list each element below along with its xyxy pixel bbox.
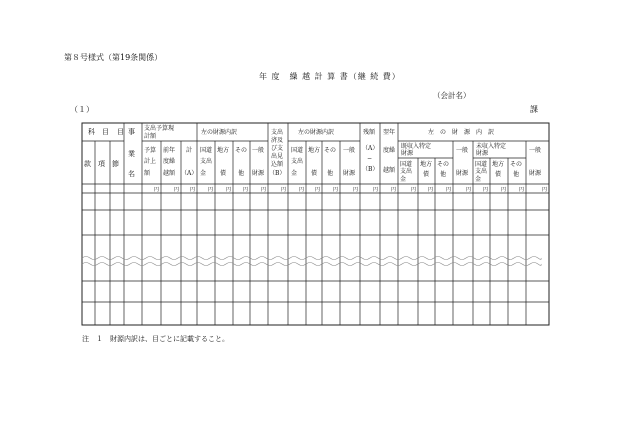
ippan3-2: 財源 <box>456 170 469 177</box>
sonota4-2: 他 <box>513 171 520 178</box>
section-number: （１） <box>70 105 94 114</box>
ippan3-1: 一般 <box>456 147 469 154</box>
header-moku: 目 <box>117 128 124 136</box>
kishuu-1: 既収入特定 <box>401 143 432 150</box>
yosan-3: 額 <box>144 170 151 177</box>
zennendo-3: 越額 <box>163 170 176 177</box>
header-keisangaku: 計額 <box>144 133 157 140</box>
chihou2-1: 地方 <box>308 147 321 154</box>
kokko2-3: 金 <box>291 170 298 177</box>
header-setsu: 節 <box>112 160 119 168</box>
chihou2-2: 債 <box>311 170 318 177</box>
ippan2-1: 一般 <box>343 147 356 154</box>
kokko2-1: 国道 <box>291 147 304 154</box>
sonota2-2: 他 <box>327 170 334 177</box>
yen-unit-6: 円 <box>261 187 267 193</box>
chihou3-2: 債 <box>423 171 430 178</box>
chihou4-1: 地方 <box>492 161 505 168</box>
yen-unit-16: 円 <box>446 187 452 193</box>
header-jigyou-mei: 業 <box>128 150 135 158</box>
zumi-5: 込額 <box>271 161 284 168</box>
ippan-2: 財源 <box>252 170 265 177</box>
sonota-2: 他 <box>238 170 245 177</box>
ippan2-2: 財源 <box>343 170 356 177</box>
yen-unit-8: 円 <box>299 187 305 193</box>
yen-unit-5: 円 <box>243 187 249 193</box>
yen-unit-21: 円 <box>542 187 548 193</box>
kokko-1: 国道 <box>200 147 213 154</box>
mishuu-2: 財源 <box>476 150 489 157</box>
kokko3-2: 支出 <box>400 168 413 175</box>
ippan-1: 一般 <box>252 147 265 154</box>
sonota2-1: その <box>324 147 337 154</box>
account-name-label: （会計名） <box>433 91 471 100</box>
chihousai-2: 債 <box>220 170 227 177</box>
yen-unit-20: 円 <box>519 187 525 193</box>
yen-unit-9: 円 <box>315 187 321 193</box>
yen-unit-17: 円 <box>466 187 472 193</box>
zennendo-1: 前年 <box>163 147 176 154</box>
yosan-1: 予算 <box>144 147 157 154</box>
yen-unit-0: 円 <box>154 187 160 193</box>
zaigen-left: 左の財源内訳 <box>201 129 238 136</box>
kei-a: （A） <box>181 170 198 177</box>
header-shishutsu-yotei: 支出予算現 <box>144 125 175 132</box>
zumi-b: （B） <box>269 170 286 177</box>
zangaku-1: 残額 <box>363 129 376 136</box>
yosan-2: 計上 <box>144 158 157 165</box>
yen-unit-18: 円 <box>483 187 489 193</box>
kokko3-1: 国道 <box>400 161 413 168</box>
yen-unit-3: 円 <box>208 187 214 193</box>
yen-unit-14: 円 <box>411 187 417 193</box>
kokko4-1: 国道 <box>475 161 488 168</box>
zennendo-2: 度繰 <box>163 158 176 165</box>
header-mei: 名 <box>128 170 135 178</box>
zumi-1: 支出 <box>271 129 284 136</box>
chihousai-1: 地方 <box>217 147 230 154</box>
zangaku-2: （A） <box>362 145 379 152</box>
kokko4-3: 金 <box>475 176 482 183</box>
yen-unit-13: 円 <box>391 187 397 193</box>
yen-unit-7: 円 <box>281 187 287 193</box>
kokko-2: 支出 <box>200 158 213 165</box>
yen-unit-row <box>154 186 547 193</box>
yen-unit-15: 円 <box>428 187 434 193</box>
chihou3-1: 地方 <box>420 161 433 168</box>
header-kan: 款 <box>84 160 91 168</box>
zumi-4: 出見 <box>271 153 284 160</box>
kokko2-2: 支出 <box>291 158 304 165</box>
chihou4-2: 債 <box>495 171 502 178</box>
header-kou: 項 <box>98 160 105 168</box>
zaigen-naiwake-3: 左 の 財 源 内 訳 <box>428 129 495 136</box>
sonota-1: その <box>235 147 248 154</box>
header-kamoku: 科 目 <box>88 128 109 136</box>
yen-unit-19: 円 <box>501 187 507 193</box>
kei: 計 <box>186 147 193 154</box>
document-title: 年 度 繰 越 計 算 書（継 続 費） <box>259 72 401 81</box>
yen-unit-12: 円 <box>373 187 379 193</box>
footnote: 注 １ 財源内訳は、目ごとに記載すること。 <box>82 335 229 343</box>
kishuu-2: 財源 <box>401 150 414 157</box>
zaigen-left-2: 左の財源内訳 <box>298 129 335 136</box>
zangaku-4: （B） <box>362 166 379 173</box>
kokko3-3: 金 <box>400 176 407 183</box>
yen-unit-11: 円 <box>353 187 359 193</box>
form-number-label: 第８号様式（第19条関係） <box>64 53 163 62</box>
zumi-2: 済及 <box>271 137 284 144</box>
kokko-3: 金 <box>200 170 207 177</box>
yen-unit-10: 円 <box>333 187 339 193</box>
header-jigyou: 事 <box>128 128 135 136</box>
yokunendo-2: 度繰 <box>383 147 396 154</box>
sonota3-1: その <box>437 161 450 168</box>
sonota4-1: その <box>510 161 523 168</box>
kokko4-2: 支出 <box>475 168 488 175</box>
ippan4-2: 財源 <box>529 170 542 177</box>
yen-unit-4: 円 <box>226 187 232 193</box>
mishuu-1: 未収入特定 <box>476 143 507 150</box>
zangaku-3: − <box>367 155 373 162</box>
ippan4-1: 一般 <box>529 147 542 154</box>
yokunendo-1: 翌年 <box>383 129 396 136</box>
sonota3-2: 他 <box>440 171 447 178</box>
yen-unit-2: 円 <box>190 187 196 193</box>
section-ka-label: 課 <box>530 105 538 114</box>
yen-unit-1: 円 <box>174 187 180 193</box>
zumi-3: び支 <box>271 145 284 152</box>
yokunendo-3: 越額 <box>383 167 396 174</box>
